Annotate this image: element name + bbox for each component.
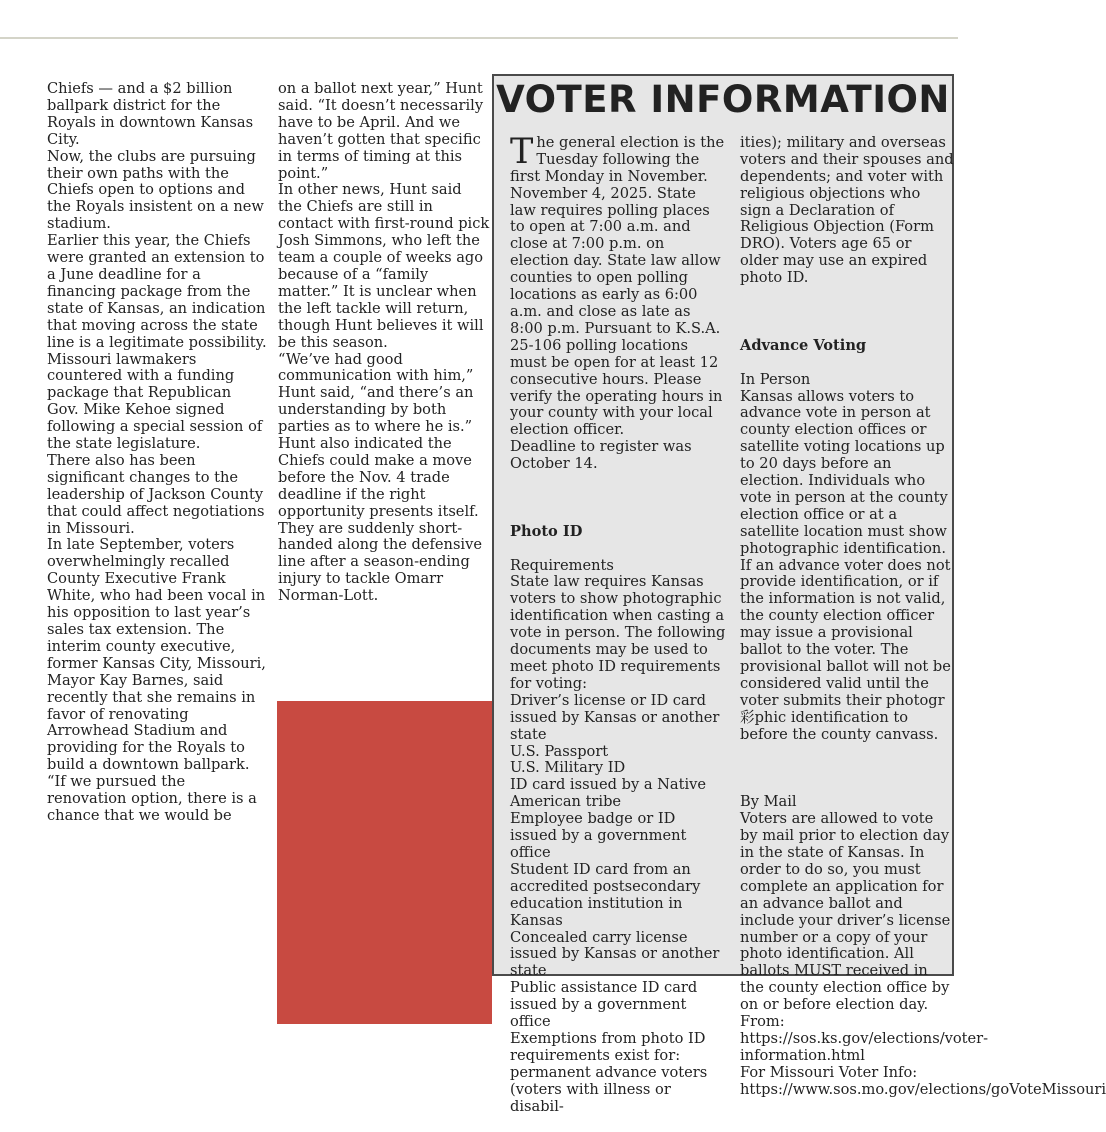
drop-cap: T: [510, 131, 534, 172]
deadline-text: Deadline to register was October 14.: [510, 438, 692, 473]
voter-information-box: [492, 74, 1106, 1115]
red-color-block: [277, 701, 492, 1024]
article-column-2: on a ballot next year,” Hunt said. “It doesn’t necessarily have to be April. And we haven’t gotten that specific in terms of timing at this point.” In other news, Hunt said the Chiefs are still in contact with first-round pick Josh Simmons, who left the team a couple of weeks ago because of a “family matter.” It is unclear when the left tackle will return, though Hunt believes it will be this season. “We’ve had good communication with him,” Hunt said, “and there’s an understanding by both parties as to where he is.” Hunt also indicated the Chiefs could make a move before the Nov. 4 trade deadline if the right opportunity presents itself. They are suddenly short-handed along the defensive line after a season-ending injury to tackle Omarr Norman-Lott.: [278, 80, 490, 605]
voter-column-2: [740, 118, 1106, 1115]
photo-id-heading: Photo ID: [510, 522, 583, 540]
voter-information-title: VOTER INFORMATION: [496, 78, 950, 121]
advance-voting-body: In Person Kansas allows voters to advance vote in person at county election offices or satellite voting locations up to 20 days before an election. Individuals who vote in person at the county election office or at a satellite location must show photographic identification. If an advance voter does not provide identification, or if the information is not valid, the county election officer may issue a provisional ballot to the voter. The provisional ballot will not be considered valid until the voter submits their photogr彩phic identification to before the county canvass.: [740, 370, 951, 743]
voter-column-1: [510, 118, 726, 1132]
intro-text: he general election is the Tuesday following the first Monday in November. November 4, 2025. State law requires polling places to open at 7:00 a.m. and close at 7:00 p.m. on election day. State law allow counties to open polling locations as early as 6:00 a.m. and close as late as 8:00 p.m. Pursuant to K.S.A. 25-106 polling locations must be open for at least 12 consecutive hours. Please verify the operating hours in your county with your local election officer.: [510, 133, 725, 439]
top-rule: [0, 37, 958, 39]
by-mail-text: By Mail Voters are allowed to vote by mail prior to election day in the state of Kansas. In order to do so, you must complete an application for an advance ballot and include your driver’s license number or a copy of your photo identification. All ballots MUST received in the county election office by on or before election day. From: https://sos.ks.gov/elections/voter-information.html For Missouri Voter Info: https://www.sos.mo.gov/elections/goVoteMissouri: [740, 793, 1106, 1098]
exemptions-continued: ities); military and overseas voters and their spouses and dependents; and voter with religious objections who sign a Declaration of Religious Objection (Form DRO). Voters age 65 or older may use an expired photo ID.: [740, 133, 954, 287]
photo-id-body: Requirements State law requires Kansas voters to show photographic identification when casting a vote in person. The following documents may be used to meet photo ID requirements for voting: Driver’s license or ID card issued by Kansas or another state U.S. Passport U.S. Military ID ID card issued by a Native American tribe Employee badge or ID issued by a government office Student ID card from an accredited postsecondary education institution in Kansas Concealed carry license issued by Kansas or another state Public assistance ID card issued by a government office Exemptions from photo ID requirements exist for: permanent advance voters (voters with illness or disabil-: [510, 556, 726, 1115]
article-column-1: Chiefs — and a $2 billion ballpark district for the Royals in downtown Kansas City. Now, the clubs are pursuing their own paths with the Chiefs open to options and the Royals insistent on a new stadium. Earlier this year, the Chiefs were granted an extension to a June deadline for a financing package from the state of Kansas, an indication that moving across the state line is a legitimate possibility. Missouri lawmakers countered with a funding package that Republican Gov. Mike Kehoe signed following a special session of the state legislature. There also has been significant changes to the leadership of Jackson County that could affect negotiations in Missouri. In late September, voters overwhelmingly recalled County Executive Frank White, who had been vocal in his opposition to last year’s sales tax extension. The interim county executive, former Kansas City, Missouri, Mayor Kay Barnes, said recently that she remains in favor of renovating Arrowhead Stadium and providing for the Royals to build a downtown ballpark. “If we pursued the renovation option, there is a chance that we would be: [47, 80, 267, 824]
advance-voting-heading: Advance Voting: [740, 336, 867, 354]
